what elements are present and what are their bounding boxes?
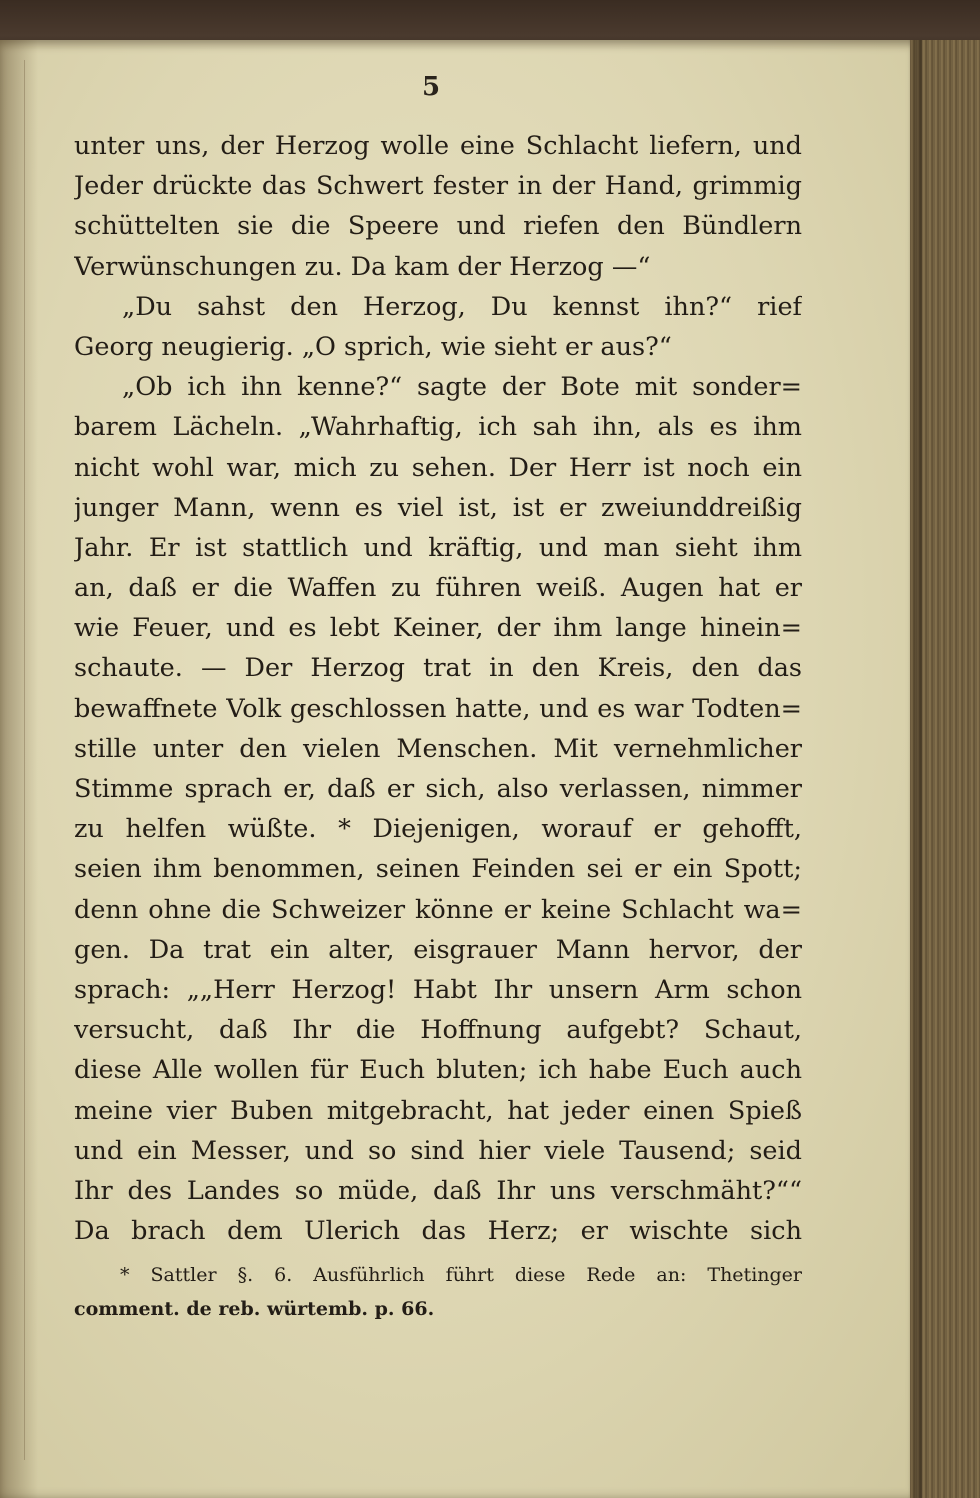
text-line: seien ihm benommen, seinen Feinden sei er ein Spott; — [74, 854, 802, 885]
text-line: und ein Messer, und so sind hier viele Tausend; seid — [74, 1135, 802, 1166]
gutter-crease — [24, 60, 25, 1460]
gutter-shadow — [0, 40, 38, 1498]
text-line: „Ob ich ihn kenne?“ sagte der Bote mit sonder= — [122, 372, 802, 403]
text-line: Stimme sprach er, daß er sich, also verlassen, nimmer — [74, 774, 802, 804]
text-line: gen. Da trat ein alter, eisgrauer Mann hervor, der — [74, 934, 802, 965]
text-line: an, daß er die Waffen zu führen weiß. Augen hat er — [74, 573, 802, 604]
text-line: stille unter den vielen Menschen. Mit vernehmlicher — [74, 733, 802, 764]
text-line: Verwünschungen zu. Da kam der Herzog —“ — [74, 251, 651, 282]
text-line: Jeder drückte das Schwert fester in der Hand, grimmig — [74, 171, 802, 202]
footnote-line: comment. de reb. würtemb. p. 66. — [74, 1298, 435, 1320]
text-line: wie Feuer, und es lebt Keiner, der ihm lange hinein= — [74, 613, 802, 644]
text-line: Ihr des Landes so müde, daß Ihr uns verschmäht?““ — [74, 1175, 802, 1206]
text-line: schaute. — Der Herzog trat in den Kreis, den das — [74, 653, 802, 684]
page-edges-shadow — [908, 40, 922, 1498]
text-line: barem Lächeln. „Wahrhaftig, ich sah ihn, als es ihm — [74, 412, 802, 443]
text-line: zu helfen wüßte. * Diejenigen, worauf er gehofft, — [74, 814, 802, 845]
text-line: meine vier Buben mitgebracht, hat jeder einen Spieß — [74, 1095, 802, 1126]
text-line: diese Alle wollen für Euch bluten; ich habe Euch auch — [74, 1055, 802, 1086]
text-line: schüttelten sie die Speere und riefen den Bündlern — [74, 211, 802, 242]
body-text — [74, 126, 802, 1251]
text-line: denn ohne die Schweizer könne er keine Schlacht wa= — [74, 894, 802, 925]
footnote — [74, 1258, 802, 1326]
text-line: Da brach dem Ulerich das Herz; er wischte sich — [74, 1216, 802, 1247]
page-number: 5 — [421, 72, 441, 102]
text-line: Jahr. Er ist stattlich und kräftig, und man sieht ihm — [74, 532, 802, 563]
text-line: unter uns, der Herzog wolle eine Schlacht liefern, und — [74, 131, 802, 161]
text-line: Georg neugierig. „O sprich, wie sieht er aus?“ — [74, 331, 672, 362]
footnote-line: * Sattler §. 6. Ausführlich führt diese Rede an: Thetinger — [120, 1264, 802, 1286]
text-line: bewaffnete Volk geschlossen hatte, und es war Todten= — [74, 693, 802, 724]
text-line: sprach: „„Herr Herzog! Habt Ihr unsern Arm schon — [74, 974, 802, 1005]
text-line: „Du sahst den Herzog, Du kennst ihn?“ rief — [122, 291, 802, 322]
text-line: junger Mann, wenn es viel ist, ist er zweiunddreißig — [74, 492, 802, 523]
text-line: nicht wohl war, mich zu sehen. Der Herr ist noch ein — [74, 452, 802, 483]
text-line: versucht, daß Ihr die Hoffnung aufgebt? Schaut, — [74, 1015, 802, 1046]
